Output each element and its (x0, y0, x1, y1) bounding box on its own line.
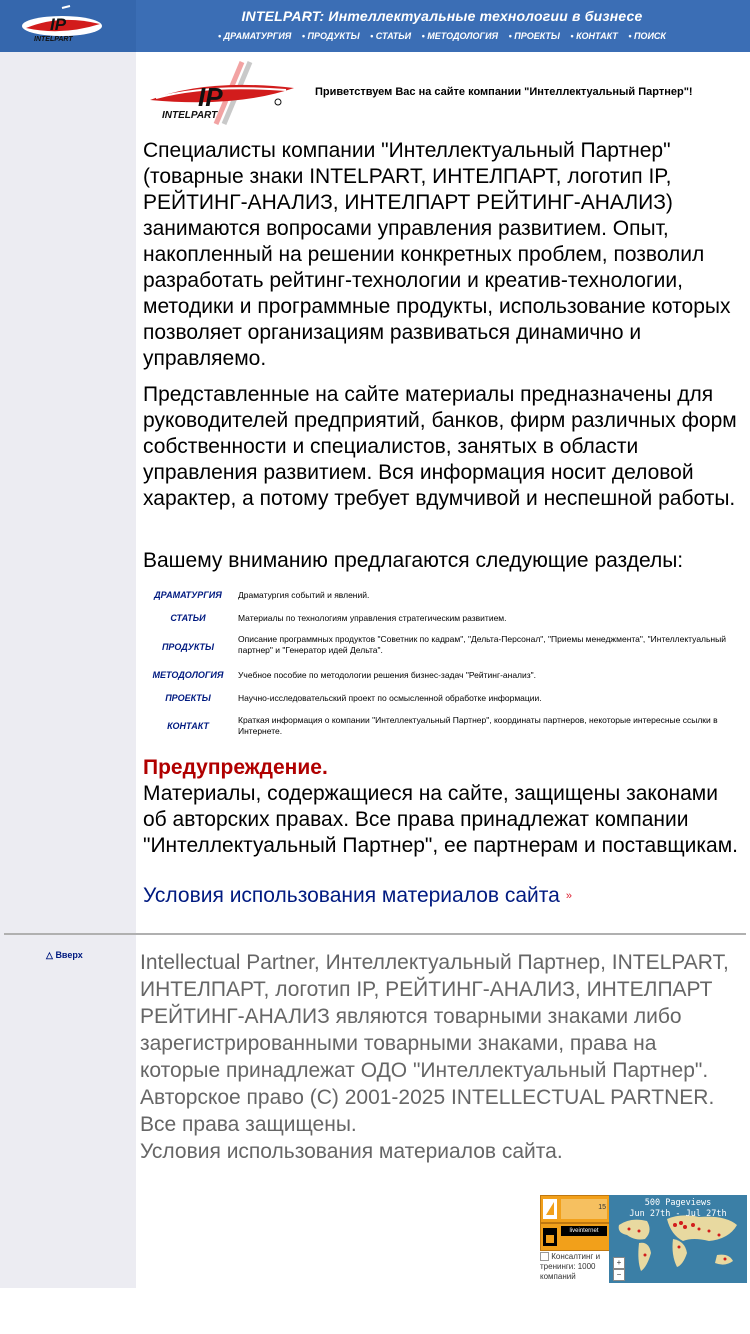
section-link-dramaturgy[interactable]: ДРАМАТУРГИЯ (154, 590, 222, 600)
nav-methodology[interactable]: • МЕТОДОЛОГИЯ (421, 31, 499, 41)
triangle-up-icon: △ (46, 950, 53, 960)
terms-link[interactable] (143, 884, 572, 908)
counter-badge[interactable] (540, 1195, 610, 1223)
pageviews-count: 500 Pageviews (644, 1198, 712, 1208)
intro-paragraph: Специалисты компании "Интеллектуальный Партнер" (товарные знаки INTELPART, ИНТЕЛПАРТ, логотип IP, РЕЙТИНГ-АНАЛИЗ, ИНТЕЛПАРТ РЕЙТИНГ-АНАЛИЗ) занимаются вопросами управления развитием. Опыт, накопленный на решении конкретных проблем, позволил разработать рейтинг-технологии и креатив-технологии, методики и программные продукты, использование которых позволяет организациям развиваться динамично и управляемо. (143, 139, 731, 370)
double-chevron-right-icon: » (565, 890, 572, 903)
warning-title: Предупреждение. (143, 756, 328, 779)
section-desc: Описание программных продуктов "Советник по кадрам", "Дельта-Персонал", "Приемы менеджмента", "Интеллектуальный партнер" и "Генератор идей Дельта". (238, 634, 726, 655)
zoom-out-button[interactable]: − (613, 1269, 625, 1281)
svg-text:IP: IP (198, 82, 223, 112)
pageviews-map-widget[interactable] (609, 1195, 747, 1283)
back-to-top-link[interactable] (46, 950, 83, 961)
divider (4, 933, 746, 935)
greeting: Приветствуем Вас на сайте компании "Интеллектуальный Партнер"! (315, 86, 693, 98)
broken-image-icon (540, 1252, 549, 1261)
site-title: INTELPART: Интеллектуальные технологии в бизнесе (241, 8, 643, 24)
section-link-products[interactable]: ПРОДУКТЫ (161, 642, 215, 652)
nav-contact[interactable]: • КОНТАКТ (570, 31, 618, 41)
counter-value: 15 (598, 1204, 606, 1211)
intelpart-logo-icon (0, 0, 136, 52)
nav-dramaturgy[interactable]: • ДРАМАТУРГИЯ (218, 31, 292, 41)
copyright-text: Авторское право (C) 2001-2025 INTELLECTUAL PARTNER. Все права защищены. (140, 1086, 715, 1136)
section-desc: Материалы по технологиям управления стратегическим развитием. (238, 613, 507, 623)
terms-link-label: Условия использования материалов сайта (143, 884, 560, 907)
nav-projects[interactable]: • ПРОЕКТЫ (508, 31, 560, 41)
section-desc: Научно-исследовательский проект по осмысленной обработке информации. (238, 693, 542, 703)
section-desc: Учебное пособие по методологии решения бизнес-задач "Рейтинг-анализ". (238, 670, 537, 680)
pageviews-date-range: Jun 27th - Jul 27th (629, 1209, 727, 1219)
nav-products[interactable]: • ПРОДУКТЫ (301, 31, 360, 41)
consulting-banner[interactable] (540, 1252, 608, 1282)
section-desc: Драматургия событий и явлений. (238, 590, 370, 600)
section-desc: Краткая информация о компании "Интеллектуальный Партнер", координаты партнеров, некоторые интересные ссылки в Интернете. (238, 715, 718, 736)
top-navigation (137, 31, 747, 41)
header-logo[interactable] (0, 0, 136, 52)
section-link-articles[interactable]: СТАТЬИ (170, 613, 206, 623)
intelpart-main-logo-icon (146, 60, 296, 126)
trademarks-text: Intellectual Partner, Интеллектуальный Партнер, INTELPART, ИНТЕЛПАРТ, логотип IP, РЕЙТИНГ-АНАЛИЗ, ИНТЕЛПАРТ РЕЙТИНГ-АНАЛИЗ являются товарными знаками либо зарегистрированными товарными знаками, права на которые принадлежат ОДО "Интеллектуальный Партнер". (140, 951, 729, 1082)
section-link-contact[interactable]: КОНТАКТ (167, 721, 209, 731)
left-sidebar (0, 52, 136, 1288)
section-link-projects[interactable]: ПРОЕКТЫ (165, 693, 211, 703)
back-to-top-label: Вверх (55, 950, 83, 960)
consulting-banner-text: Консалтинг и тренинги: 1000 компаний (540, 1252, 601, 1281)
nav-search[interactable]: • ПОИСК (628, 31, 666, 41)
chart-icon (543, 1228, 557, 1246)
section-link-methodology[interactable]: МЕТОДОЛОГИЯ (152, 670, 224, 680)
footer-text (140, 949, 740, 1165)
svg-text:INTELPART: INTELPART (34, 36, 73, 43)
audience-paragraph: Представленные на сайте материалы предназначены для руководителей предприятий, банков, фирм различных форм собственности и специалистов, занятых в области управления развитием. Вся информация носит деловой характер, а потому требует вдумчивой и неспешной работы. (143, 383, 737, 510)
svg-text:IP: IP (50, 15, 67, 34)
liveinternet-counter[interactable] (540, 1223, 610, 1251)
nav-articles[interactable]: • СТАТЬИ (370, 31, 412, 41)
svg-text:INTELPART: INTELPART (162, 110, 218, 121)
liveinternet-label: liveinternet (561, 1226, 607, 1236)
zoom-in-button[interactable]: + (613, 1257, 625, 1269)
footer-terms-link[interactable]: Условия использования материалов сайта. (140, 1140, 563, 1163)
warning-text: Материалы, содержащиеся на сайте, защищены законами об авторских правах. Все права принадлежат компании "Интеллектуальный Партнер", ее партнерам и поставщикам. (143, 782, 738, 857)
sections-intro: Вашему вниманию предлагаются следующие разделы: (143, 549, 684, 572)
site-header (0, 0, 750, 52)
pageviews-caption (609, 1198, 747, 1220)
